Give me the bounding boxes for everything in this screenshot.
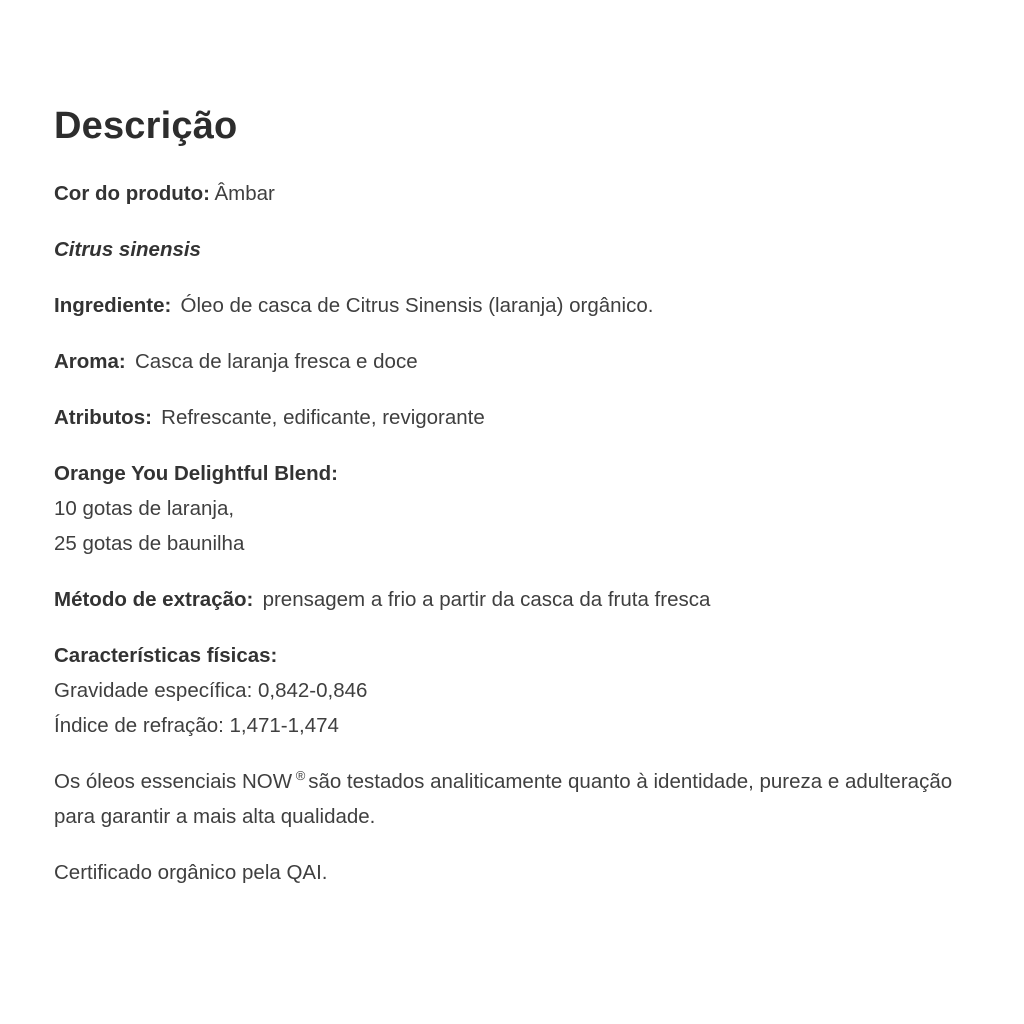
blend-line-2: 25 gotas de baunilha: [54, 532, 245, 555]
blend-recipe-block: [54, 456, 966, 561]
extraction-method-row: [54, 582, 966, 617]
quality-statement-before-mark: Os óleos essenciais NOW: [54, 770, 293, 793]
blend-heading: Orange You Delightful Blend:: [54, 462, 338, 485]
extraction-method-value: prensagem a frio a partir da casca da fruta fresca: [262, 588, 711, 611]
product-color-label: Cor do produto:: [54, 182, 210, 205]
certification-text: Certificado orgânico pela QAI.: [54, 861, 328, 884]
botanical-name: Citrus sinensis: [54, 238, 201, 261]
extraction-method-label: Método de extração:: [54, 588, 254, 611]
blend-line-1: 10 gotas de laranja,: [54, 497, 235, 520]
registered-trademark-mark: ®: [295, 768, 306, 784]
aroma-value: Casca de laranja fresca e doce: [134, 350, 418, 373]
ingredient-row: [54, 288, 966, 323]
product-color-value: Âmbar: [214, 182, 275, 205]
attributes-value: Refrescante, edificante, revigorante: [161, 406, 485, 429]
refractive-index-line: Índice de refração: 1,471-1,474: [54, 714, 339, 737]
ingredient-value: Óleo de casca de Citrus Sinensis (laranja) orgânico.: [180, 294, 654, 317]
attributes-label: Atributos:: [54, 406, 152, 429]
ingredient-label: Ingrediente:: [54, 294, 172, 317]
attributes-row: [54, 400, 966, 435]
description-section: [54, 103, 966, 890]
specific-gravity-line: Gravidade específica: 0,842-0,846: [54, 679, 368, 702]
quality-statement: [54, 764, 966, 834]
physical-characteristics-block: [54, 638, 966, 743]
quality-statement-after-mark: são testados analiticamente quanto à identidade, pureza e adulteração para garantir a mais alta qualidade.: [54, 770, 953, 828]
botanical-name-row: [54, 232, 966, 267]
physical-characteristics-heading: Características físicas:: [54, 644, 278, 667]
certification-statement: [54, 855, 966, 890]
aroma-label: Aroma:: [54, 350, 126, 373]
section-title: Descrição: [54, 105, 238, 147]
product-color-row: [54, 176, 966, 211]
aroma-row: [54, 344, 966, 379]
